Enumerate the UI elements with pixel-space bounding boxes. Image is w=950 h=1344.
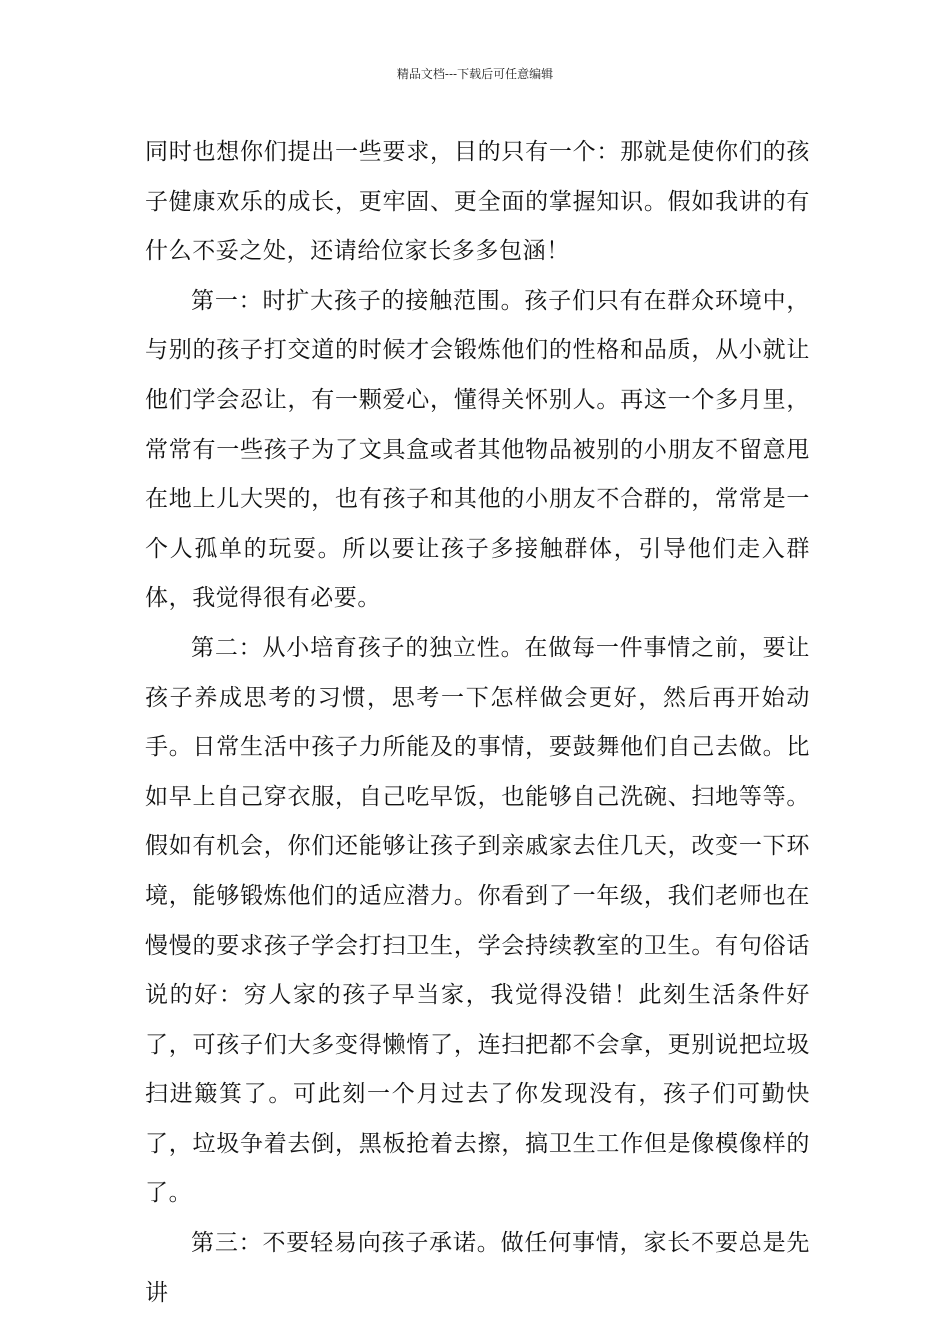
paragraph-first: 第一：时扩大孩子的接触范围。孩子们只有在群众环境中，与别的孩子打交道的时候才会锻炼他们的性格和品质，从小就让他们学会忍让，有一颗爱心，懂得关怀别人。再这一个多月里，常常有一些孩子为了文具盒或者其他物品被别的小朋友不留意甩在地上儿大哭的，也有孩子和其他的小朋友不合群的，常常是一个人孤单的玩耍。所以要让孩子多接触群体，引导他们走入群体，我觉得很有必要。 (145, 287, 810, 612)
paragraph-intro: 同时也想你们提出一些要求，目的只有一个：那就是使你们的孩子健康欢乐的成长，更牢固、更全面的掌握知识。假如我讲的有什么不妥之处，还请给位家长多多包涵！ (145, 139, 810, 265)
document-body (145, 128, 810, 1318)
page-header: 精品文档---下载后可任意编辑 (396, 67, 554, 81)
paragraph-third: 第三：不要轻易向孩子承诺。做任何事情，家长不要总是先讲 (145, 1230, 810, 1306)
paragraph-second: 第二：从小培育孩子的独立性。在做每一件事情之前，要让孩子养成思考的习惯，思考一下怎样做会更好，然后再开始动手。日常生活中孩子力所能及的事情，要鼓舞他们自己去做。比如早上自己穿衣服，自己吃早饭，也能够自己洗碗、扫地等等。假如有机会，你们还能够让孩子到亲戚家去住几天，改变一下环境，能够锻炼他们的适应潜力。你看到了一年级，我们老师也在慢慢的要求孩子学会打扫卫生，学会持续教室的卫生。有句俗话说的好：穷人家的孩子早当家，我觉得没错！此刻生活条件好了，可孩子们大多变得懒惰了，连扫把都不会拿，更别说把垃圾扫进簸箕了。可此刻一个月过去了你发现没有，孩子们可勤快了，垃圾争着去倒，黑板抢着去擦，搞卫生工作但是像模像样的了。 (145, 634, 810, 1207)
